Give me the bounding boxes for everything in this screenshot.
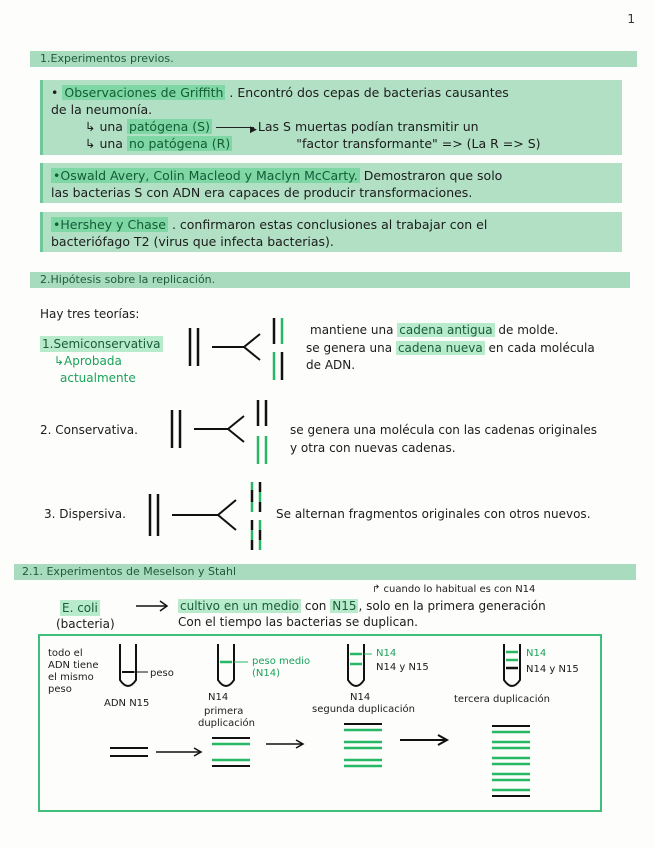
tube2-mark: peso medio (N14) [252, 656, 311, 679]
theory3-desc: Se alternan fragmentos originales con otros nuevos. [276, 507, 591, 521]
tube1-peso: peso [150, 668, 174, 679]
hershey-names: •Hershey y Chase [53, 217, 166, 232]
semiconservative-diagram [180, 318, 300, 384]
theory1-desc2: se genera una cadena nueva en cada molécula [306, 341, 595, 355]
section1-title: 1.Experimentos previos. [40, 52, 174, 65]
tube2-label3: duplicación [198, 718, 255, 729]
avery-names: •Oswald Avery, Colin Macleod y Maclyn McCarty. [53, 168, 358, 183]
theory1-note2: actualmente [60, 371, 136, 385]
bacteria-label: (bacteria) [56, 617, 115, 631]
theory2-desc1: se genera una molécula con las cadenas originales [290, 423, 597, 437]
theory1-note1: ↳Aprobada [54, 354, 122, 368]
section21-title: 2.1. Experimentos de Meselson y Stahl [22, 565, 237, 578]
tube3-label1: N14 [350, 692, 371, 703]
tube2-label1: N14 [208, 692, 229, 703]
page-number: 1 [627, 12, 635, 26]
griffith-name: Observaciones de Griffith [64, 85, 224, 100]
theory3-label: 3. Dispersiva. [44, 507, 126, 521]
dispersive-diagram [140, 480, 270, 552]
tube3-mix: N14 y N15 [376, 662, 429, 673]
griffith-box: • Observaciones de Griffith . Encontró dos cepas de bacterias causantes de la neumonía. ↳ una patógena (S) ▶ Las S muertas podían transmitir un ↳ una no patógena (R) "factor transformante" => (La R => S) [40, 80, 622, 155]
theory1-desc1: mantiene una cadena antigua de molde. [310, 323, 559, 337]
tube3-n14: N14 [376, 648, 397, 659]
section2-title: 2.Hipótesis sobre la replicación. [40, 273, 216, 286]
tube1-note: todo el ADN tiene el mismo peso [48, 648, 99, 695]
theory2-desc2: y otra con nuevas cadenas. [290, 441, 456, 455]
tube3-label2: segunda duplicación [312, 704, 415, 715]
theory1-label: 1.Semiconservativa [42, 337, 161, 351]
duplican-line: Con el tiempo las bacterias se duplican. [178, 615, 418, 629]
conservative-diagram [162, 398, 282, 468]
patogena-label: patógena (S) [128, 119, 210, 134]
tube4-label: tercera duplicación [454, 694, 550, 705]
theory2-label: 2. Conservativa. [40, 423, 138, 437]
strands-diagram [100, 730, 600, 810]
tube4-mix: N14 y N15 [526, 664, 579, 675]
no-patogena-label: no patógena (R) [128, 136, 231, 151]
cultivo-line: cultivo en un medio con N15 , solo en la primera generación [180, 599, 546, 613]
note-habitual: ↱ cuando lo habitual es con N14 [372, 584, 536, 595]
theories-intro: Hay tres teorías: [40, 307, 140, 321]
theory1-desc3: de ADN. [306, 358, 356, 372]
ecoli-label: E. coli [62, 601, 98, 615]
hershey-box: •Hershey y Chase . confirmaron estas conclusiones al trabajar con el bacteriófago T2 (virus que infecta bacterias). [40, 212, 622, 252]
tube1-label: ADN N15 [104, 698, 150, 709]
ecoli-arrow [134, 600, 174, 612]
tube4-n14: N14 [526, 648, 547, 659]
tube2-label2: primera [204, 706, 244, 717]
avery-box: •Oswald Avery, Colin Macleod y Maclyn McCarty. Demostraron que solo las bacterias S con ADN era capaces de producir transformaciones. [40, 163, 622, 203]
